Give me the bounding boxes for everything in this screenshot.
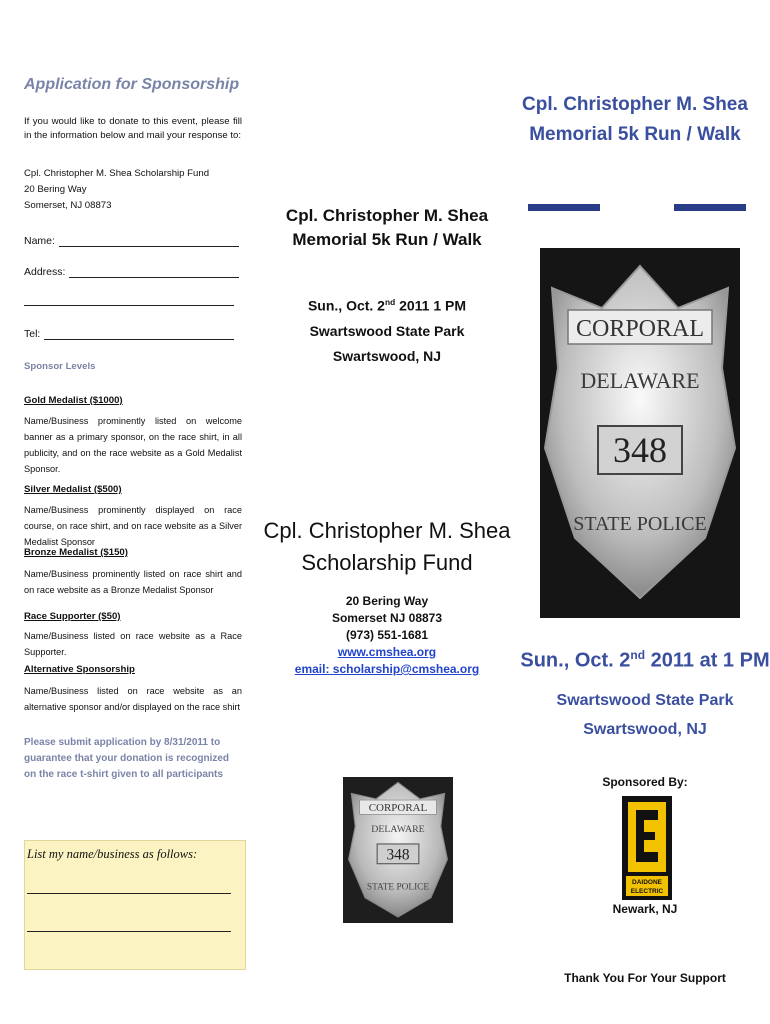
level-silver-title: Silver Medalist ($500) bbox=[24, 484, 122, 495]
address-line-blank[interactable] bbox=[69, 265, 239, 278]
name-label: Name: bbox=[24, 235, 55, 247]
sponsor-logo-line2: ELECTRIC bbox=[630, 888, 664, 895]
email-link[interactable]: email: scholarship@cmshea.org bbox=[294, 662, 480, 676]
intro-text: If you would like to donate to this event, please fill in the information below and mail your response to: bbox=[24, 116, 242, 141]
application-title: Application for Sponsorship bbox=[24, 76, 240, 93]
business-line-1[interactable] bbox=[27, 893, 231, 894]
badge-small-top: CORPORAL bbox=[368, 802, 428, 815]
address-line-2[interactable] bbox=[24, 305, 234, 306]
website-link[interactable]: www.cmshea.org bbox=[337, 645, 437, 659]
fund-contact bbox=[262, 593, 512, 678]
fund-line2: Scholarship Fund bbox=[301, 550, 473, 575]
badge-image-large bbox=[540, 248, 740, 618]
name-line[interactable] bbox=[59, 234, 239, 247]
right-date-day: Sun., Oct. 2 bbox=[520, 649, 631, 672]
middle-date-time: 2011 1 PM bbox=[395, 297, 467, 314]
mailing-address bbox=[24, 166, 209, 214]
level-gold-title: Gold Medalist ($1000) bbox=[24, 395, 123, 406]
middle-town: Swartswood, NJ bbox=[332, 347, 442, 364]
badge-large-icon bbox=[540, 248, 740, 618]
badge-small-number: 348 bbox=[386, 846, 410, 864]
address-line: Somerset, NJ 08873 bbox=[24, 200, 112, 211]
name-field[interactable] bbox=[24, 234, 239, 247]
level-alternative-desc: Name/Business listed on race website as an alternative sponsor and/or displayed on the race shirt bbox=[24, 686, 242, 712]
thank-you-text: Thank You For Your Support bbox=[564, 971, 726, 985]
badge-large-top: CORPORAL bbox=[575, 316, 705, 342]
badge-image-small bbox=[343, 777, 453, 923]
badge-small-icon bbox=[343, 777, 453, 923]
middle-title-line2: Memorial 5k Run / Walk bbox=[292, 230, 482, 249]
address-line: 20 Bering Way bbox=[24, 184, 87, 195]
level-silver-desc: Name/Business prominently displayed on race course, on race shirt, and on race website as a Silver Medalist Sponsor bbox=[24, 505, 242, 547]
sponsor-levels-heading: Sponsor Levels bbox=[24, 361, 96, 372]
middle-park: Swartswood State Park bbox=[309, 322, 465, 339]
middle-event-title bbox=[262, 204, 512, 252]
sponsor-city: Newark, NJ bbox=[612, 902, 678, 916]
middle-title-line1: Cpl. Christopher M. Shea bbox=[285, 206, 489, 225]
badge-small-bottom: STATE POLICE bbox=[366, 882, 430, 893]
right-date-time: 2011 at 1 PM bbox=[645, 649, 770, 672]
level-bronze-desc: Name/Business prominently listed on race shirt and on race website as a Bronze Medalist Sponsor bbox=[24, 569, 242, 595]
sponsor-logo-line1: DAIDONE bbox=[632, 879, 662, 886]
level-supporter-desc: Name/Business listed on race website as a Race Supporter. bbox=[24, 631, 242, 657]
level-supporter-title: Race Supporter ($50) bbox=[24, 611, 121, 622]
badge-small-middle: DELAWARE bbox=[371, 823, 425, 835]
level-alternative-title: Alternative Sponsorship bbox=[24, 664, 135, 675]
badge-large-middle: DELAWARE bbox=[580, 368, 700, 393]
middle-date-suffix: nd bbox=[384, 297, 396, 307]
business-listing-label: List my name/business as follows: bbox=[27, 847, 198, 861]
right-town: Swartswood, NJ bbox=[583, 721, 707, 738]
fund-city: Somerset NJ 08873 bbox=[331, 611, 443, 625]
sponsored-by-label: Sponsored By: bbox=[602, 775, 688, 789]
tel-line[interactable] bbox=[44, 327, 234, 340]
middle-date bbox=[262, 290, 512, 319]
submit-note: Please submit application by 8/31/2011 to guarantee that your donation is recognized on the race t-shirt given to all participants bbox=[24, 737, 230, 780]
middle-event-details bbox=[262, 290, 512, 369]
business-listing-box[interactable] bbox=[24, 840, 246, 970]
tel-field[interactable] bbox=[24, 327, 234, 340]
address-field[interactable] bbox=[24, 265, 239, 278]
fund-line1: Cpl. Christopher M. Shea bbox=[263, 518, 511, 543]
scholarship-fund-title bbox=[262, 515, 512, 579]
middle-date-day: Sun., Oct. 2 bbox=[307, 297, 385, 314]
right-title-line1: Cpl. Christopher M. Shea bbox=[522, 94, 748, 115]
divider-bar-left bbox=[528, 204, 600, 211]
badge-large-bottom: STATE POLICE bbox=[573, 513, 707, 535]
right-date bbox=[520, 648, 770, 673]
right-date-suffix: nd bbox=[630, 648, 646, 662]
address-label: Address: bbox=[24, 266, 66, 278]
business-line-2[interactable] bbox=[27, 931, 231, 932]
tel-label: Tel: bbox=[24, 328, 41, 340]
right-title-line2: Memorial 5k Run / Walk bbox=[529, 124, 741, 145]
level-bronze-title: Bronze Medalist ($150) bbox=[24, 547, 128, 558]
right-event-title bbox=[520, 90, 750, 150]
divider-bar-right bbox=[674, 204, 746, 211]
address-line: Cpl. Christopher M. Shea Scholarship Fund bbox=[24, 168, 210, 179]
right-park: Swartswood State Park bbox=[556, 692, 734, 709]
fund-phone: (973) 551-1681 bbox=[345, 628, 429, 642]
sponsor-logo bbox=[622, 796, 672, 900]
level-gold-desc: Name/Business prominently listed on welcome banner as a primary sponsor, on the race shirt, in all publicity, and on the race website as a Gold Medalist Sponsor. bbox=[24, 416, 242, 474]
fund-street: 20 Bering Way bbox=[345, 594, 429, 608]
badge-large-number: 348 bbox=[613, 430, 667, 470]
right-location bbox=[520, 686, 770, 744]
daidone-electric-logo-icon bbox=[622, 796, 672, 900]
